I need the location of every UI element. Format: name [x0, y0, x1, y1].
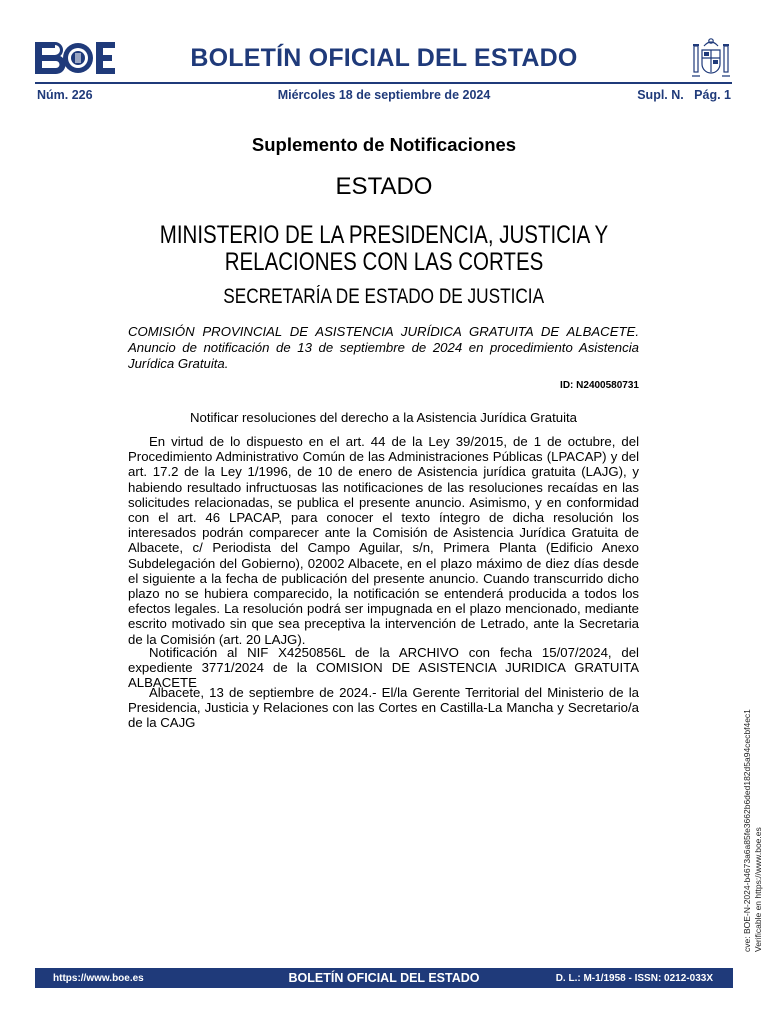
footer-url-link[interactable]: https://www.boe.es: [53, 973, 144, 984]
announcement-title: COMISIÓN PROVINCIAL DE ASISTENCIA JURÍDICA GRATUITA DE ALBACETE. Anuncio de notificación de 13 de septiembre de 2024 en procedimiento Asistencia Jurídica Gratuita.: [128, 324, 639, 371]
cve-verification-note: [742, 709, 764, 952]
verifiable-link[interactable]: Verificable en https://www.boe.es: [753, 827, 763, 952]
announcement-id: ID: N2400580731: [560, 380, 639, 391]
header-rule: [35, 82, 732, 84]
section-heading: ESTADO: [335, 173, 433, 200]
cve-code: cve: BOE-N-2024-b4673a6a85fe3662b6ded182d5a94cecbf4ec1: [742, 709, 752, 952]
announcement-subject: Notificar resoluciones del derecho a la Asistencia Jurídica Gratuita: [189, 410, 578, 425]
body-paragraph: Notificación al NIF X4250856L de la ARCHIVO con fecha 15/07/2024, del expediente 3771/2024 de la COMISION DE ASISTENCIA JURIDICA GRATUITA ALBACETE: [128, 645, 639, 691]
issue-number: Núm. 226: [37, 88, 93, 102]
spain-coat-of-arms-icon: [690, 36, 732, 80]
supplement-heading: Suplemento de Notificaciones: [251, 134, 517, 155]
issue-date: Miércoles 18 de septiembre de 2024: [277, 88, 491, 102]
secretariat-heading: [84, 285, 684, 309]
footer-title: BOLETÍN OFICIAL DEL ESTADO: [288, 971, 480, 985]
footer-legal-deposit: D. L.: M-1/1958 - ISSN: 0212-033X: [555, 973, 713, 984]
ministry-heading-text: MINISTERIO DE LA PRESIDENCIA, JUSTICIA Y RELACIONES CON LAS CORTES: [159, 221, 609, 276]
body-paragraph: Albacete, 13 de septiembre de 2024.- El/la Gerente Territorial del Ministerio de la Presidencia, Justicia y Relaciones con las Cortes en Castilla-La Mancha y Secretario/a de la CAJG: [128, 685, 639, 731]
body-paragraph: En virtud de lo dispuesto en el art. 44 de la Ley 39/2015, de 1 de octubre, del Procedimiento Administrativo Común de las Administraciones Públicas (LPACAP) y del art. 17.2 de la Ley 1/1996, de 10 de enero de Asistencia jurídica gratuita (LAJG), y habiendo resultado infructuosas las notificaciones de las resoluciones recaídas en las solicitudes relacionadas, se publica el presente anuncio. Asimismo, y en conformidad con el art. 46 LPACAP, para conocer el texto íntegro de dicha resolución los interesados podrán comparecer ante la Comisión de Asistencia Jurídica Gratuita de Albacete, c/ Periodista del Campo Aguilar, s/n, Primera Planta (Edificio Anexo Subdelegación del Gobierno), 02002 Albacete, en el plazo máximo de diez días desde el siguiente a la fecha de publicación del presente anuncio. Cuando transcurrido dicho plazo no se hubiera comparecido, la notificación se entenderá producida a todos los efectos legales. La resolución podrá ser impugnada en el plazo mencionado, mediante escrito motivado sin que sea preceptiva la intervención de Letrado, ante la Secretaria de la Comisión (art. 20 LAJG).: [128, 434, 639, 647]
supplement-page: Supl. N. Pág. 1: [637, 88, 731, 102]
secretariat-heading-text: SECRETARÍA DE ESTADO DE JUSTICIA: [223, 285, 545, 308]
ministry-heading: [84, 222, 684, 276]
footer-bar: [35, 968, 733, 988]
publication-title: BOLETÍN OFICIAL DEL ESTADO: [190, 44, 578, 72]
